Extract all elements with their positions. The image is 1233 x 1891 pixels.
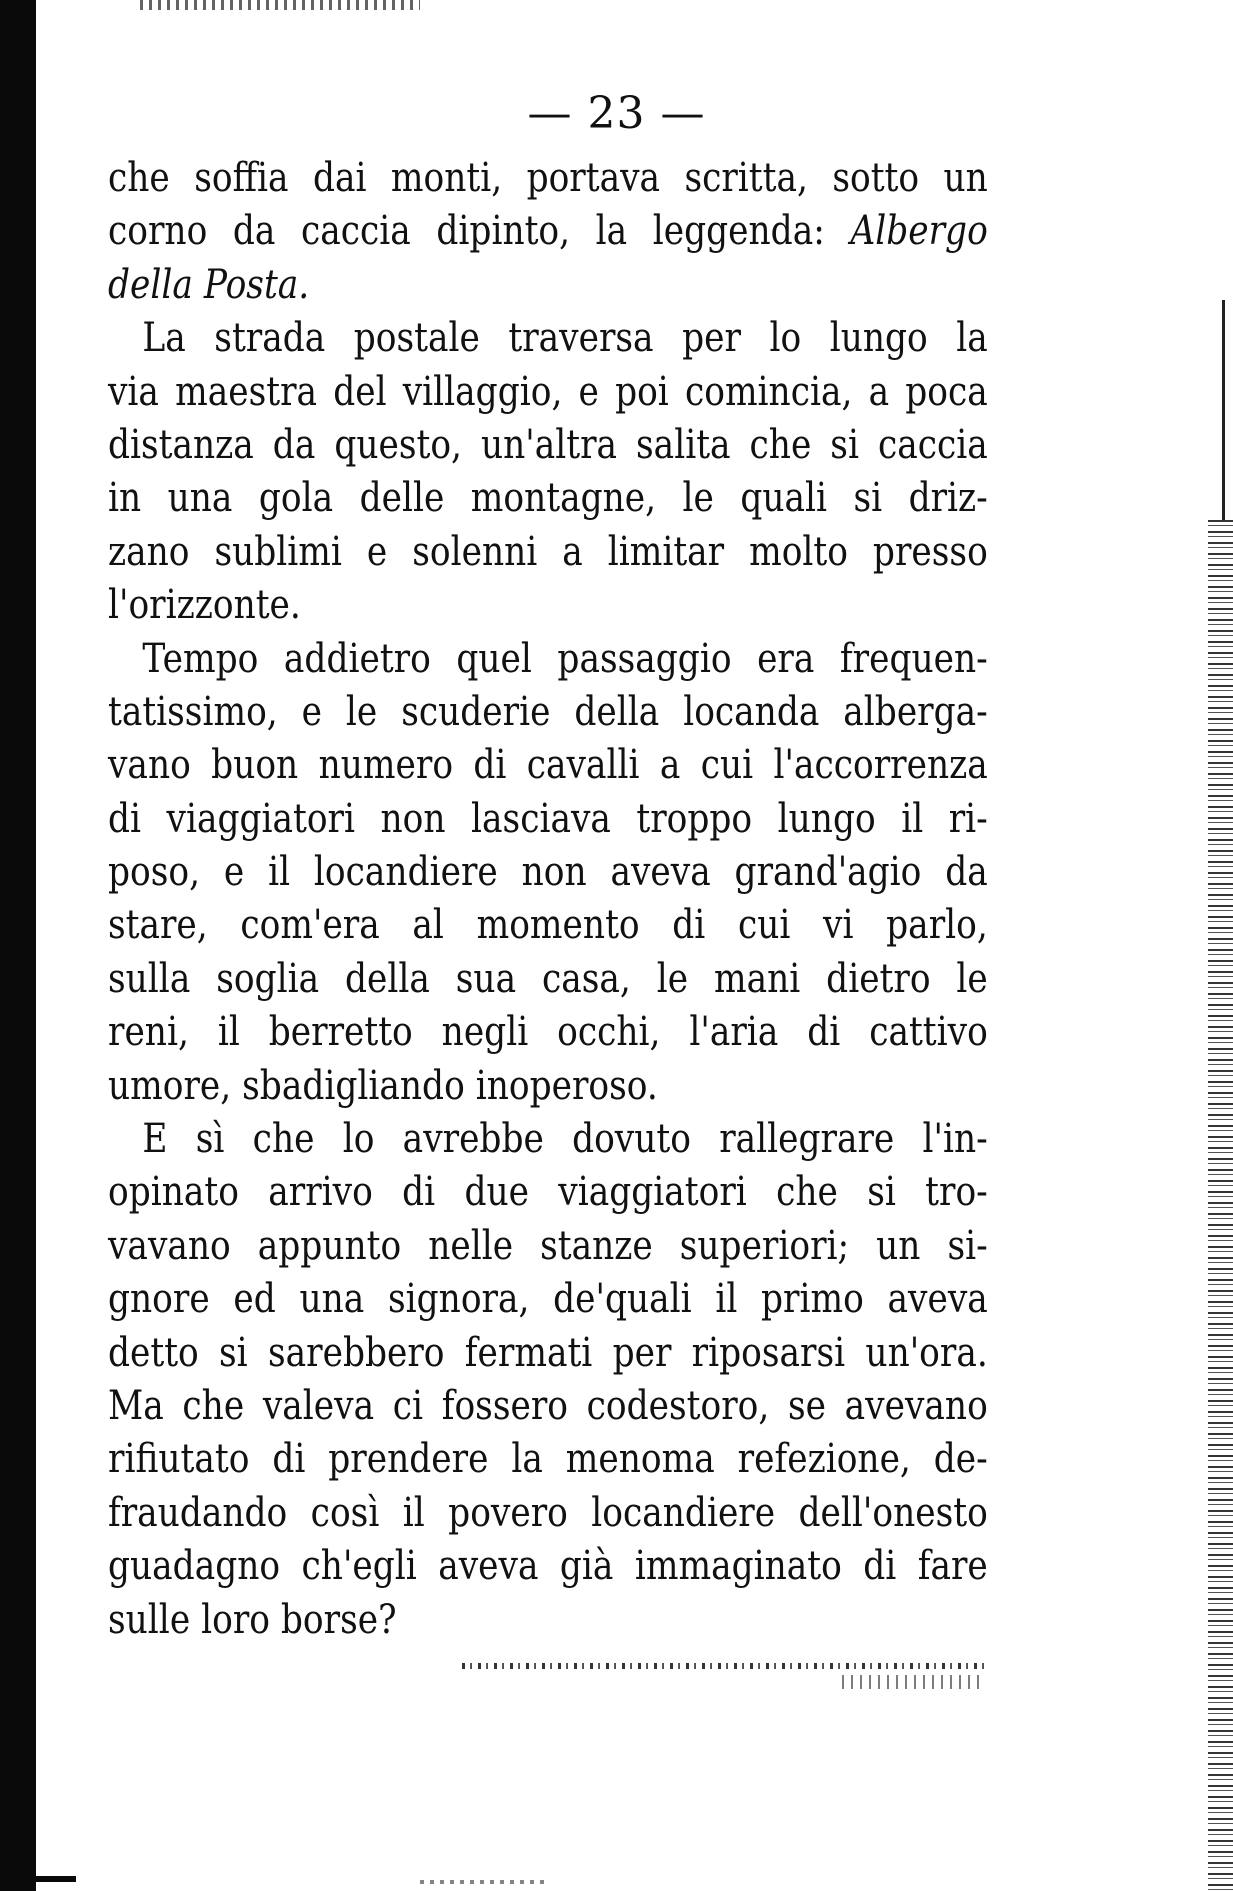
text-line: vavano appunto nelle stanze superiori; un si- (108, 1222, 988, 1269)
text-line: gnore ed una signora, de'quali il primo aveva (108, 1276, 988, 1323)
binding-shadow-left (0, 0, 36, 1891)
bleed-through-row (842, 1675, 982, 1689)
text-line: reni, il berretto negli occhi, l'aria di cattivo (108, 1009, 988, 1056)
text-line: E sì che lo avrebbe dovuto rallegrare l'in- (142, 1116, 988, 1163)
text-line: Ma che valeva ci fossero codestoro, se avevano (108, 1382, 988, 1429)
text-line: che soffia dai monti, portava scritta, sotto un (108, 155, 988, 201)
text-line: di viaggiatori non lasciava troppo lungo il ri- (108, 795, 988, 842)
text-line: in una gola delle montagne, le quali si driz- (108, 475, 988, 522)
bleed-through-marks (462, 1645, 990, 1691)
text-line: detto si sarebbero fermati per riposarsi un'ora. (108, 1329, 988, 1376)
text-line: l'orizzonte. (108, 582, 301, 629)
edge-noise-right-top (1222, 300, 1225, 520)
scan-smudge-top (140, 0, 420, 10)
text-line: via maestra del villaggio, e poi comincia, a poca (108, 368, 988, 415)
edge-noise-right (1208, 520, 1233, 1891)
scan-smudge-bottom (420, 1880, 550, 1884)
text-line: stare, com'era al momento di cui vi parlo, (108, 902, 988, 949)
text-line: zano sublimi e solenni a limitar molto presso (108, 528, 988, 575)
text-line (108, 259, 988, 312)
text-line: vano buon numero di cavalli a cui l'accorrenza (108, 742, 988, 789)
text-line: tatissimo, e le scuderie della locanda alberga- (108, 688, 988, 735)
text-line: sulle loro borse? (108, 1596, 397, 1643)
text-line: corno da caccia dipinto, la leggenda: Albergo (108, 208, 988, 255)
page-number: — 23 — (527, 88, 706, 139)
binding-shadow-foot (36, 1876, 76, 1882)
italic-phrase: della Posta. (108, 261, 310, 308)
text-line: La strada postale traversa per lo lungo la (142, 315, 988, 362)
text-line: opinato arrivo di due viaggiatori che si tro- (108, 1169, 988, 1216)
text-line: rifiutato di prendere la menoma refezione, de- (108, 1436, 988, 1483)
body-text (108, 152, 988, 1647)
text-line: umore, sbadigliando inoperoso. (108, 1062, 658, 1109)
text-line: poso, e il locandiere non aveva grand'agio da (108, 849, 988, 896)
text-line: sulla soglia della sua casa, le mani dietro le (108, 955, 988, 1002)
text-line: guadagno ch'egli aveva già immaginato di fare (108, 1543, 988, 1590)
text-line: distanza da questo, un'altra salita che si caccia (108, 421, 988, 468)
italic-phrase: Albergo (850, 208, 988, 255)
text-line: Tempo addietro quel passaggio era frequen- (142, 635, 988, 682)
bleed-through-row (462, 1663, 990, 1669)
text-line: fraudando così il povero locandiere dell'onesto (108, 1489, 988, 1536)
